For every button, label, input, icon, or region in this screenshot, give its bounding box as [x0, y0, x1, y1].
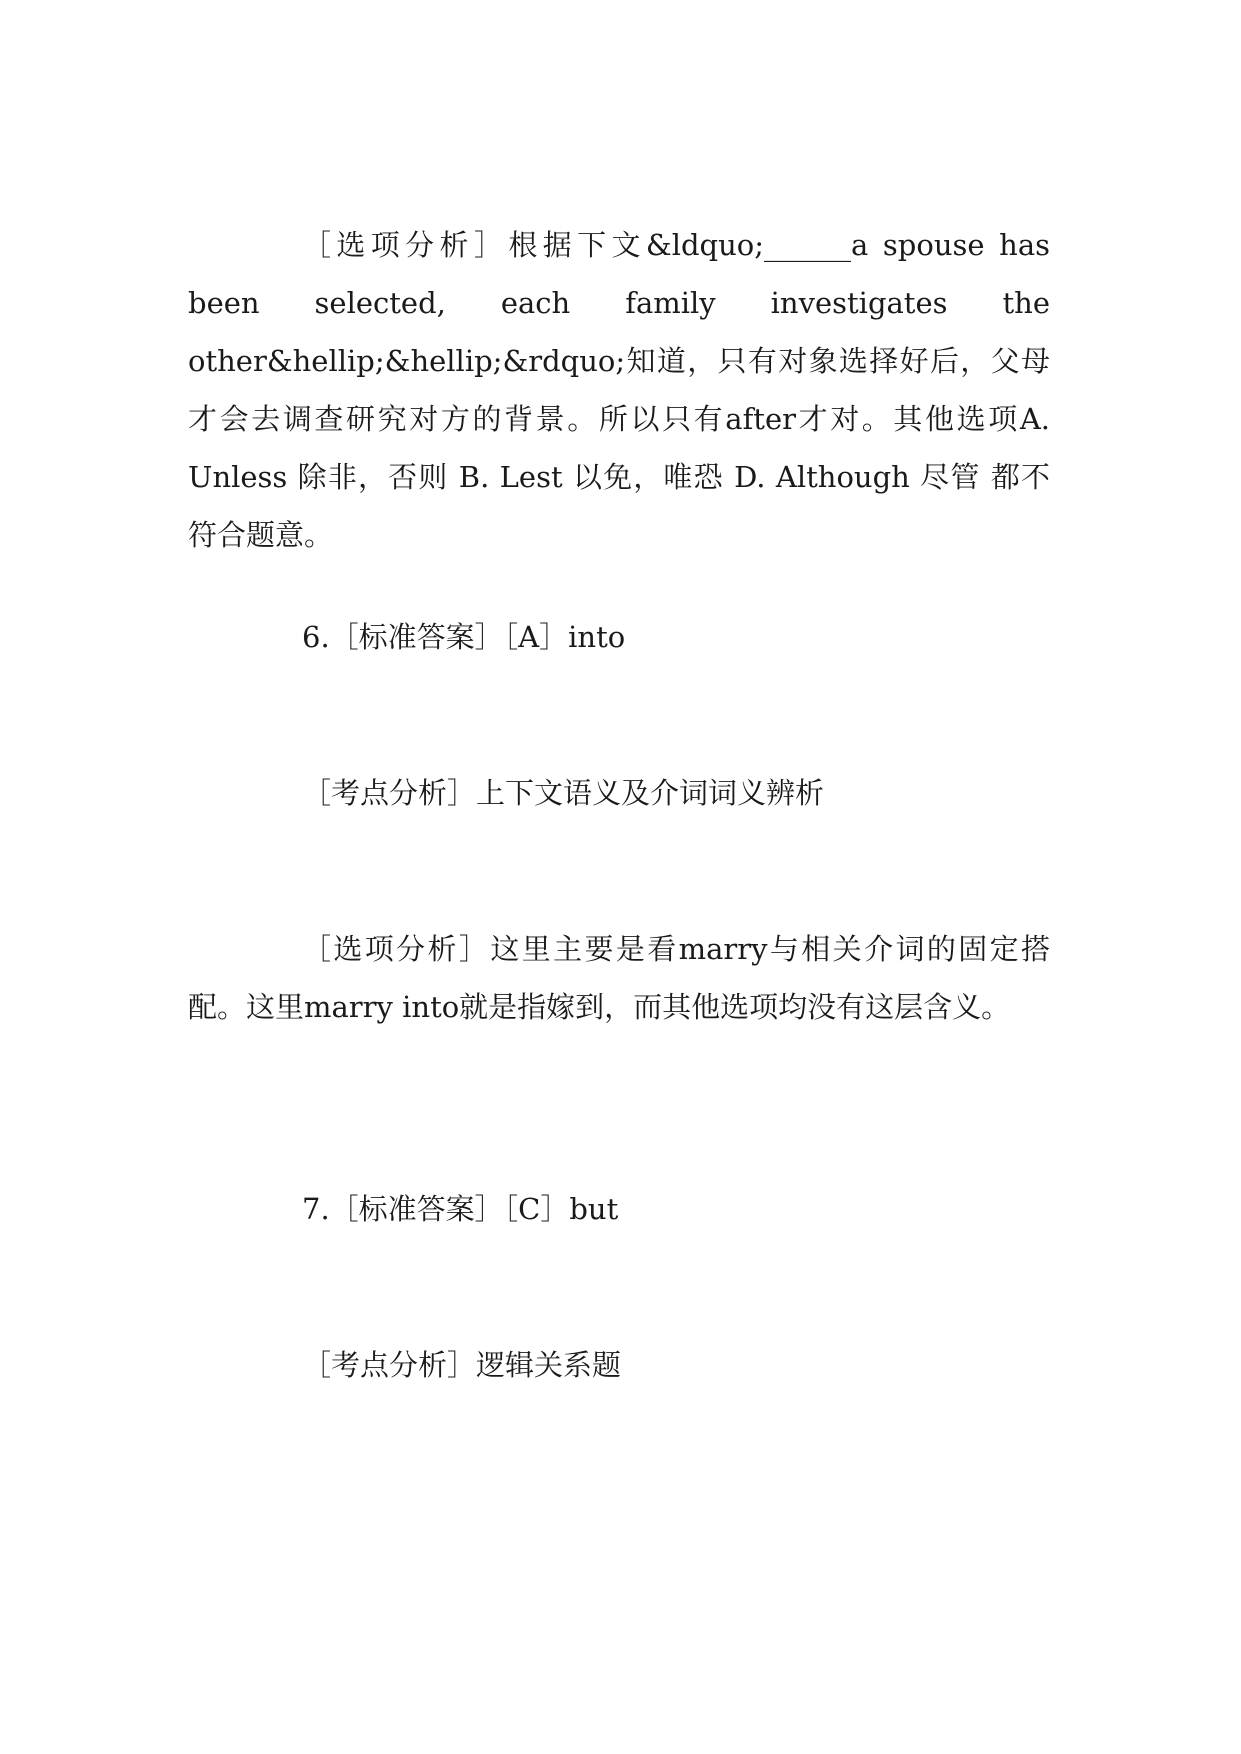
option-analysis-paragraph-5: ［选项分析］根据下文&ldquo;______a spouse has been selected, each family investigates the other&hellip;&hellip;&rdquo;知道，只有对象选择好后，父母才会去调查研究对方的背景。所以只有after才对。其他选项A. Unless 除非，否则 B. Lest 以免，唯恐 D. Although 尽管 都不符合题意。 — [188, 228, 1050, 552]
option-analysis-paragraph-6: ［选项分析］这里主要是看marry与相关介词的固定搭配。这里marry into就是指嫁到，而其他选项均没有这层含义。 — [188, 932, 1050, 1024]
answer-heading-6: 6.［标准答案］［A］into — [302, 620, 626, 654]
point-analysis-6: ［考点分析］上下文语义及介词词义辨析 — [302, 776, 825, 810]
point-analysis-7: ［考点分析］逻辑关系题 — [302, 1348, 622, 1382]
answer-heading-7: 7.［标准答案］［C］but — [302, 1192, 619, 1226]
